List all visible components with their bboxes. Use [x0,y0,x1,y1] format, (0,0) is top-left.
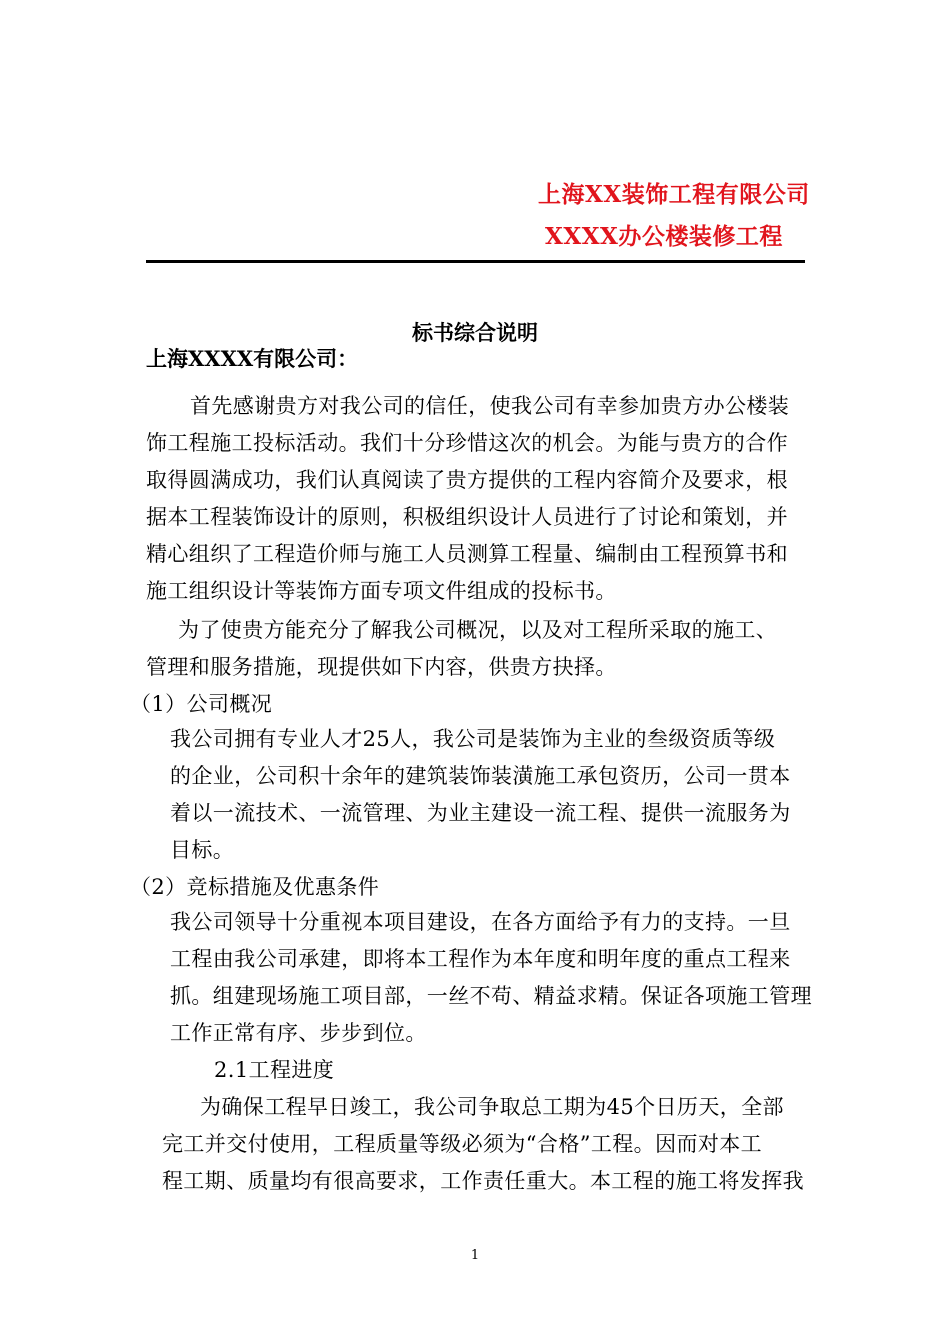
section-heading: （2）竞标措施及优惠条件 [130,875,380,899]
intro-line: 管理和服务措施，现提供如下内容，供贵方抉择。 [146,655,617,679]
intro-line: 取得圆满成功，我们认真阅读了贵方提供的工程内容简介及要求，根 [146,468,788,492]
page-number: 1 [470,1248,480,1263]
intro-line: 精心组织了工程造价师与施工人员测算工程量、编制由工程预算书和 [146,542,788,566]
section-line: 我公司拥有专业人才25人，我公司是装饰为主业的叁级资质等级 [170,727,776,751]
section-line: 工程由我公司承建，即将本工程作为本年度和明年度的重点工程来 [170,947,791,971]
subsection-line: 为确保工程早日竣工，我公司争取总工期为45个日历天，全部 [200,1095,784,1119]
section-heading: （1）公司概况 [130,692,273,716]
addressee: 上海XXXX有限公司： [146,346,359,371]
section-line: 工作正常有序、步步到位。 [170,1021,427,1045]
header-rule [146,260,805,263]
section-line: 抓。组建现场施工项目部，一丝不苟、精益求精。保证各项施工管理 [170,984,812,1008]
document-title: 标书综合说明 [412,320,538,345]
header-company-name: 上海XX装饰工程有限公司 [538,181,810,208]
subsection-heading: 2.1工程进度 [214,1058,335,1082]
intro-line: 据本工程装饰设计的原则，积极组织设计人员进行了讨论和策划，并 [146,505,788,529]
header-project-name: XXXX办公楼装修工程 [545,223,783,250]
section-line: 我公司领导十分重视本项目建设，在各方面给予有力的支持。一旦 [170,910,791,934]
intro-line: 饰工程施工投标活动。我们十分珍惜这次的机会。为能与贵方的合作 [146,431,788,455]
subsection-line: 程工期、质量均有很高要求，工作责任重大。本工程的施工将发挥我 [162,1169,804,1193]
intro-line: 首先感谢贵方对我公司的信任，使我公司有幸参加贵方办公楼装 [190,394,790,418]
section-line: 着以一流技术、一流管理、为业主建设一流工程、提供一流服务为 [170,801,791,825]
section-line: 的企业，公司积十余年的建筑装饰装潢施工承包资历，公司一贯本 [170,764,791,788]
intro-line: 为了使贵方能充分了解我公司概况，以及对工程所采取的施工、 [178,618,778,642]
subsection-line: 完工并交付使用，工程质量等级必须为“合格”工程。因而对本工 [162,1132,763,1156]
section-line: 目标。 [170,838,235,862]
intro-line: 施工组织设计等装饰方面专项文件组成的投标书。 [146,579,617,603]
